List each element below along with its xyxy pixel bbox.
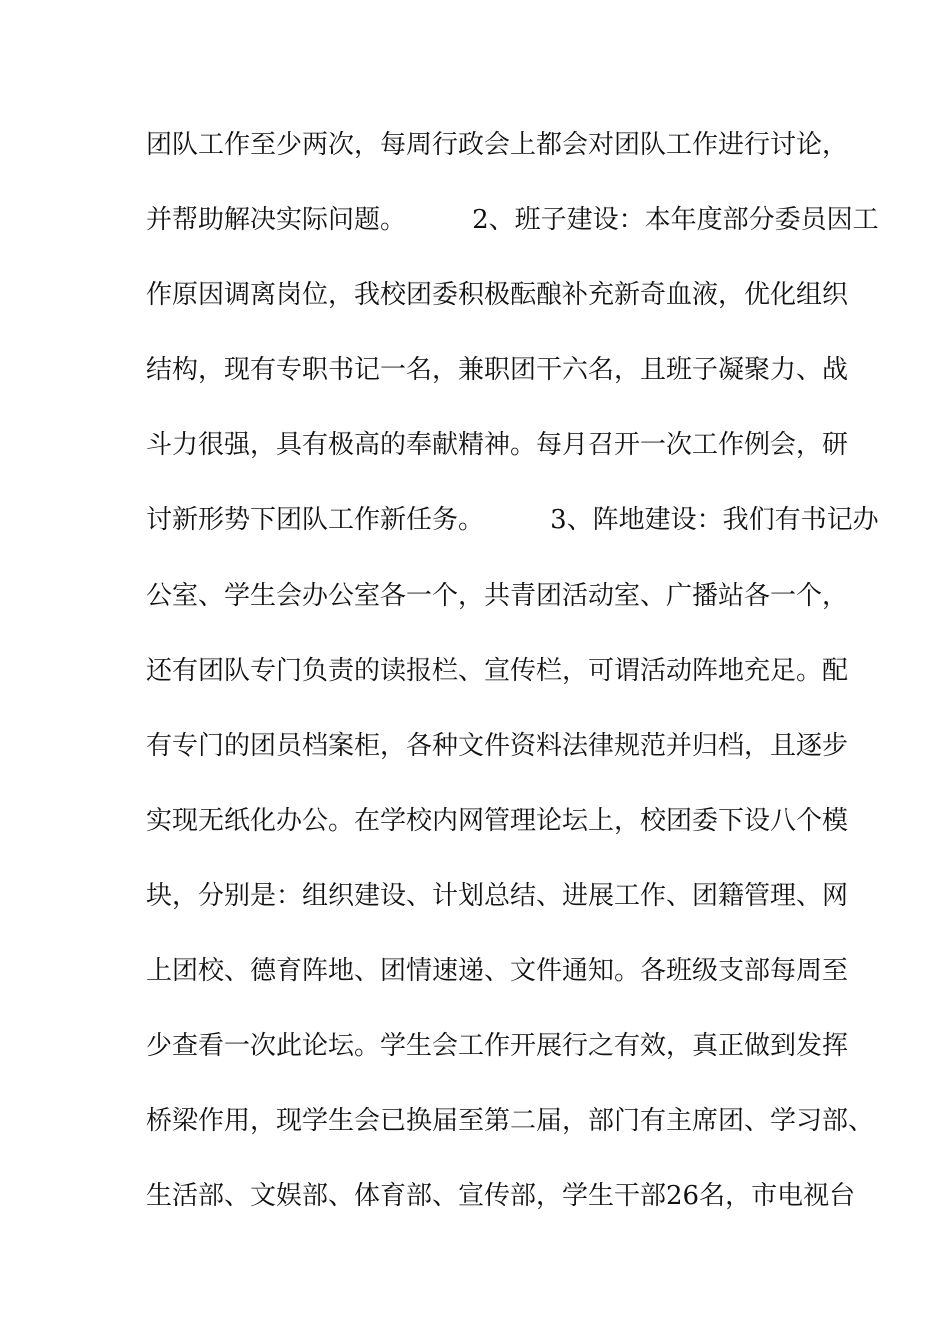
text-line-7: 公室、学生会办公室各一个，共青团活动室、广播站各一个，: [146, 580, 849, 611]
text-line-5: 斗力很强，具有极高的奉献精神。每月召开一次工作例会，研: [146, 430, 849, 461]
text-line-3: 作原因调离岗位，我校团委积极酝酿补充新奇血液，优化组织: [146, 280, 849, 311]
text-line-12: 上团校、德育阵地、团情速递、文件通知。各班级支部每周至: [146, 956, 849, 987]
text-line-6: 讨新形势下团队工作新任务。 3、阵地建设：我们有书记办: [146, 505, 879, 536]
text-line-10: 实现无纸化办公。在学校内网管理论坛上，校团委下设八个模: [146, 805, 849, 836]
text-line-13: 少查看一次此论坛。学生会工作开展行之有效，真正做到发挥: [146, 1031, 849, 1062]
text-line-11: 块，分别是：组织建设、计划总结、进展工作、团籍管理、网: [146, 880, 849, 911]
text-line-14: 桥梁作用，现学生会已换届至第二届，部门有主席团、学习部、: [146, 1106, 875, 1137]
text-line-2: 并帮助解决实际问题。 2、班子建设：本年度部分委员因工: [146, 205, 879, 236]
text-line-1: 团队工作至少两次，每周行政会上都会对团队工作进行讨论，: [146, 130, 849, 160]
text-line-4: 结构，现有专职书记一名，兼职团干六名，且班子凝聚力、战: [146, 355, 849, 386]
body-text: [146, 127, 879, 1253]
text-line-15: 生活部、文娱部、体育部、宣传部，学生干部26名，市电视台: [146, 1181, 856, 1212]
text-line-9: 有专门的团员档案柜，各种文件资料法律规范并归档，且逐步: [146, 730, 849, 761]
text-line-8: 还有团队专门负责的读报栏、宣传栏，可谓活动阵地充足。配: [146, 655, 849, 686]
